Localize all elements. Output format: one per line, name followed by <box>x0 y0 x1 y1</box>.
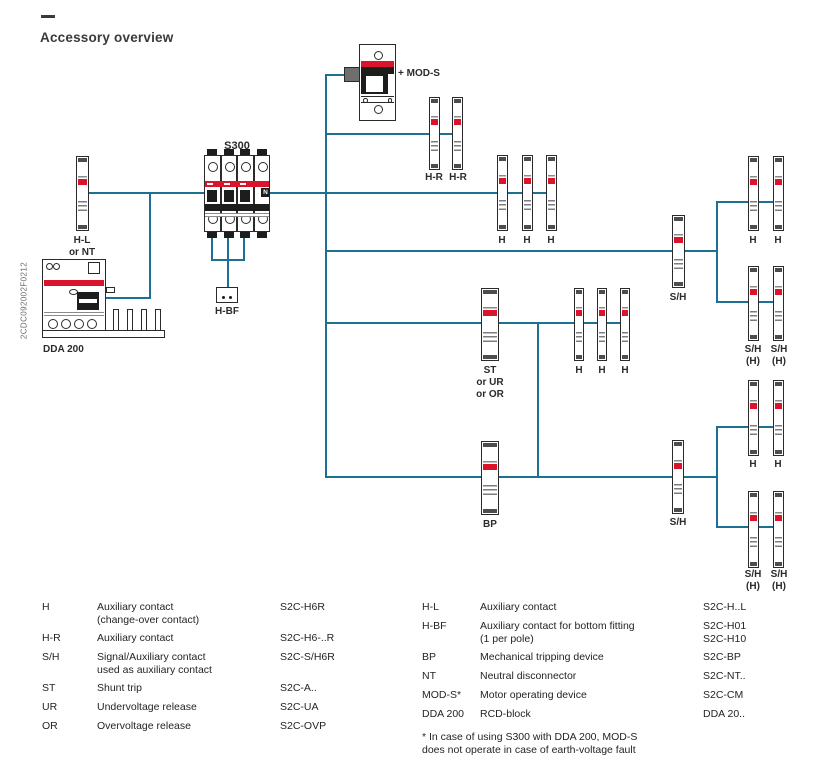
line-dda-vertical <box>149 192 151 299</box>
label-h-pair-lower-1: H <box>749 459 757 470</box>
module-h-row1-2 <box>522 155 533 231</box>
busbar-prong <box>127 309 133 331</box>
s300-breaker <box>204 149 270 238</box>
label-shh-lower-sub-1: (H) <box>746 581 760 592</box>
label-shh-upper-2: S/H <box>770 344 788 355</box>
module-h-pair-lower-1 <box>748 380 759 456</box>
label-sh-lower: S/H <box>669 517 687 528</box>
title-dash <box>41 15 55 18</box>
line-main-bus <box>85 192 553 194</box>
module-h-r-2 <box>452 97 463 170</box>
label-shh-lower-2: S/H <box>770 569 788 580</box>
document-code: 2CDC092002F0212 <box>19 261 29 340</box>
line-hbf-drop <box>227 259 229 288</box>
label-h-bf: H-BF <box>215 306 239 317</box>
module-sh-upper <box>672 215 685 288</box>
module-bp <box>481 441 499 515</box>
label-h-l: H-L <box>73 235 91 246</box>
module-h-pair-upper-2 <box>773 156 784 231</box>
busbar-prong <box>155 309 161 331</box>
label-st-2: or UR <box>476 377 504 388</box>
label-h-pair-lower-2: H <box>774 459 782 470</box>
busbar-base <box>42 330 165 338</box>
footnote: * In case of using S300 with DDA 200, MOD-S does not operate in case of earth-voltage fault <box>422 731 638 756</box>
label-h-row1-1: H <box>498 235 506 246</box>
label-h-row2-1: H <box>575 365 583 376</box>
module-sh-lower <box>672 440 684 514</box>
dda-200-rcd-block <box>42 259 106 331</box>
label-h-r-2: H-R <box>449 172 467 183</box>
label-h-row2-2: H <box>598 365 606 376</box>
module-h-pair-upper-1 <box>748 156 759 231</box>
s300-n-pole-marker: N <box>261 188 270 197</box>
label-shh-lower-1: S/H <box>744 569 762 580</box>
module-shh-lower-1 <box>748 491 759 568</box>
module-shh-upper-2 <box>773 266 784 341</box>
dda-terminal-tab <box>106 287 115 293</box>
mod-s-device <box>359 44 396 121</box>
module-shh-lower-2 <box>773 491 784 568</box>
busbar-prong <box>141 309 147 331</box>
module-h-row1-3 <box>546 155 557 231</box>
line-row4-branch <box>325 476 718 478</box>
label-shh-lower-sub-2: (H) <box>772 581 786 592</box>
mods-knob <box>344 67 360 82</box>
label-mod-s: + MOD-S <box>398 68 440 79</box>
module-st <box>481 288 499 361</box>
accessory-overview-page: Accessory overview 2CDC092002F0212 N S300 + MOD-S H-R H-R H-L or NT DDA 200 H-BF H H H S/H H H S/H S/H (H) (H) ST or UR or OR H H H BP S/H H H S/H S/H (H) (H) H Auxiliary contact (change-over contact) S2C-H6R H-R Auxiliary contact S2C-H6-..R S/H Signal/Auxiliary contact used as auxiliary contact S2C-S/H6R ST Shunt trip S2C-A.. UR Undervoltage release S2C-UA OR Overvoltage release S2C-OVP H-L Auxiliary contact S2C-H..L H-BF Auxiliary contact for bottom fitting (1 per pole) S2C-H01 S2C-H10 BP Mechanical tripping device S2C-BP NT Neutral disconnector S2C-NT.. MOD-S* Motor operating device S2C-CM DDA 200 RCD-block DDA 20.. * In case of using S300 with DDA 200, MOD-S does not operate in case of earth-voltage fault <box>0 0 816 772</box>
label-h-r-1: H-R <box>425 172 443 183</box>
label-h-row2-3: H <box>621 365 629 376</box>
label-h-pair-upper-2: H <box>774 235 782 246</box>
module-h-row2-3 <box>620 288 630 361</box>
label-h-row1-2: H <box>523 235 531 246</box>
module-h-pair-lower-2 <box>773 380 784 456</box>
page-title: Accessory overview <box>40 30 174 45</box>
label-h-pair-upper-1: H <box>749 235 757 246</box>
module-shh-upper-1 <box>748 266 759 341</box>
label-shh-upper-1: S/H <box>744 344 762 355</box>
label-h-row1-3: H <box>547 235 555 246</box>
label-st-1: ST <box>483 365 497 376</box>
line-dda-horizontal <box>105 297 151 299</box>
h-bf-device <box>216 287 238 303</box>
module-h-row2-2 <box>597 288 607 361</box>
line-upper-right-vertical <box>716 201 718 303</box>
module-h-row1-1 <box>497 155 508 231</box>
busbar-prong <box>113 309 119 331</box>
s300-red-stripe <box>205 181 269 187</box>
line-row2-branch <box>325 250 718 252</box>
module-h-l <box>76 156 89 231</box>
label-shh-upper-sub-1: (H) <box>746 356 760 367</box>
label-dda-200: DDA 200 <box>43 344 84 355</box>
label-st-3: or OR <box>476 389 504 400</box>
label-h-l-2: or NT <box>68 247 96 258</box>
module-h-row2-1 <box>574 288 584 361</box>
label-s300: S300 <box>224 140 250 152</box>
line-row3-drop <box>537 322 539 478</box>
module-h-r-1 <box>429 97 440 170</box>
label-shh-upper-sub-2: (H) <box>772 356 786 367</box>
line-lower-right-vertical <box>716 426 718 528</box>
label-sh-upper: S/H <box>669 292 687 303</box>
label-bp: BP <box>483 519 497 530</box>
